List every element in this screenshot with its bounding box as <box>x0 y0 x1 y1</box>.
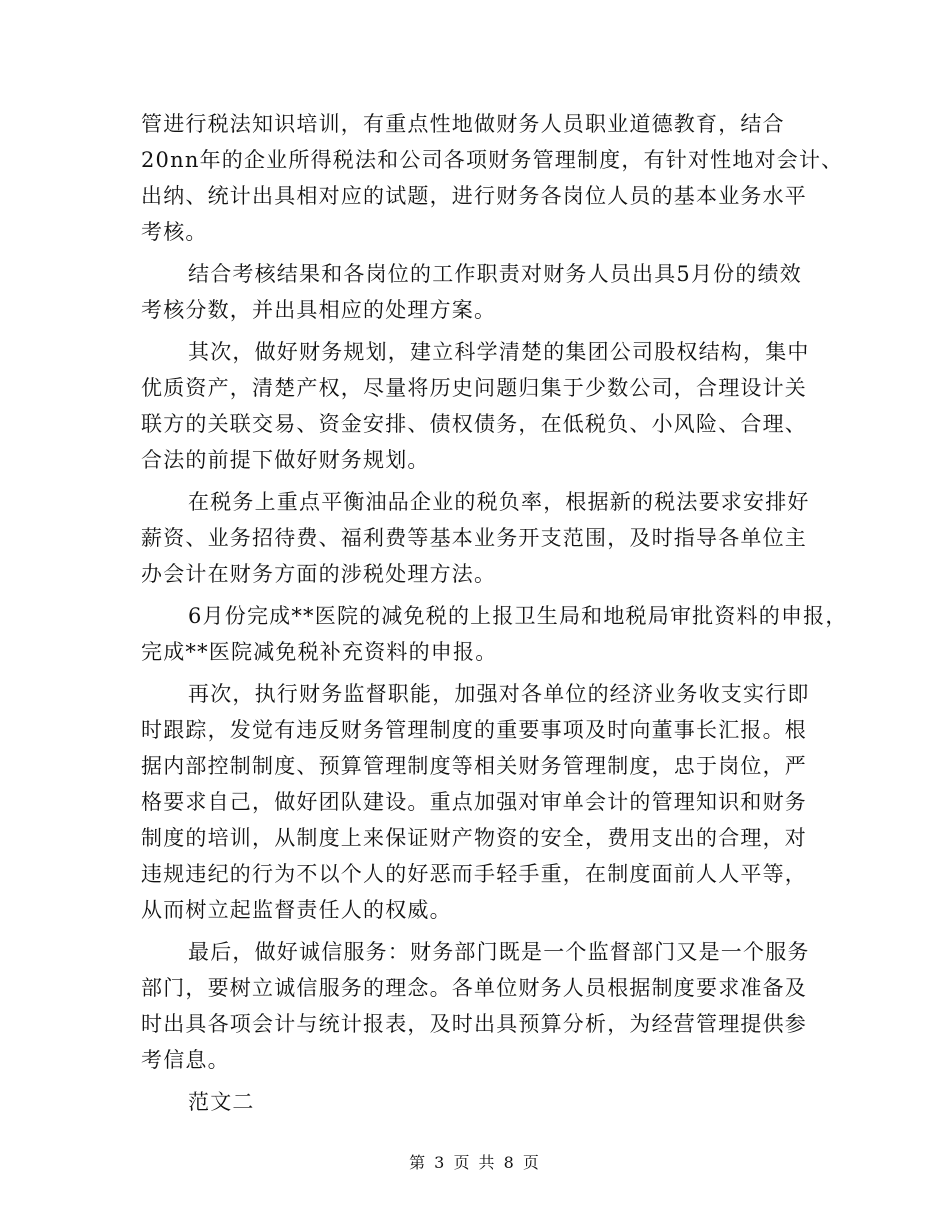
text-line: 出纳、统计出具相对应的试题，进行财务各岗位人员的基本业务水平 <box>141 184 807 208</box>
text-line: 联方的关联交易、资金安排、债权债务，在低税负、小风险、合理、 <box>141 412 807 436</box>
text-line: 考信息。 <box>141 1048 230 1072</box>
text-line: 据内部控制制度、预算管理制度等相关财务管理制度，忠于岗位，严 <box>141 754 807 778</box>
text-line: 管进行税法知识培训，有重点性地做财务人员职业道德教育，结合 <box>141 112 785 136</box>
text-line: 考核。 <box>141 220 208 244</box>
page-footer: 第 3 页 共 8 页 <box>409 1153 541 1172</box>
text-line: 从而树立起监督责任人的权威。 <box>141 898 452 922</box>
paragraph-first-line: 最后，做好诚信服务：财务部门既是一个监督部门又是一个服务 <box>188 940 810 964</box>
text-line: 时跟踪，发觉有违反财务管理制度的重要事项及时向董事长汇报。根 <box>141 718 807 742</box>
paragraph-first-line: 其次，做好财务规划，建立科学清楚的集团公司股权结构，集中 <box>188 340 810 364</box>
text-line: 薪资、业务招待费、福利费等基本业务开支范围，及时指导各单位主 <box>141 526 807 550</box>
paragraph-first-line: 再次，执行财务监督职能，加强对各单位的经济业务收支实行即 <box>188 682 810 706</box>
text-line: 违规违纪的行为不以个人的好恶而手轻手重，在制度面前人人平等， <box>141 862 807 886</box>
text-line: 部门，要树立诚信服务的理念。各单位财务人员根据制度要求准备及 <box>141 976 807 1000</box>
text-line: 合法的前提下做好财务规划。 <box>141 448 430 472</box>
text-line: 20nn年的企业所得税法和公司各项财务管理制度，有针对性地对会计、 <box>141 148 844 172</box>
paragraph-first-line: 结合考核结果和各岗位的工作职责对财务人员出具5月份的绩效 <box>188 262 802 286</box>
text-line: 完成**医院减免税补充资料的申报。 <box>141 640 498 664</box>
text-line: 办会计在财务方面的涉税处理方法。 <box>141 562 497 586</box>
text-line: 制度的培训，从制度上来保证财产物资的安全，费用支出的合理，对 <box>141 826 807 850</box>
paragraph-first-line: 6月份完成**医院的减免税的上报卫生局和地税局审批资料的申报， <box>188 604 848 628</box>
text-line: 格要求自己，做好团队建设。重点加强对审单会计的管理知识和财务 <box>141 790 807 814</box>
text-line: 优质资产，清楚产权，尽量将历史问题归集于少数公司，合理设计关 <box>141 376 807 400</box>
paragraph-first-line: 在税务上重点平衡油品企业的税负率，根据新的税法要求安排好 <box>188 490 810 514</box>
section-heading: 范文二 <box>188 1090 255 1114</box>
text-line: 时出具各项会计与统计报表，及时出具预算分析，为经营管理提供参 <box>141 1012 807 1036</box>
text-line: 考核分数，并出具相应的处理方案。 <box>141 298 497 322</box>
